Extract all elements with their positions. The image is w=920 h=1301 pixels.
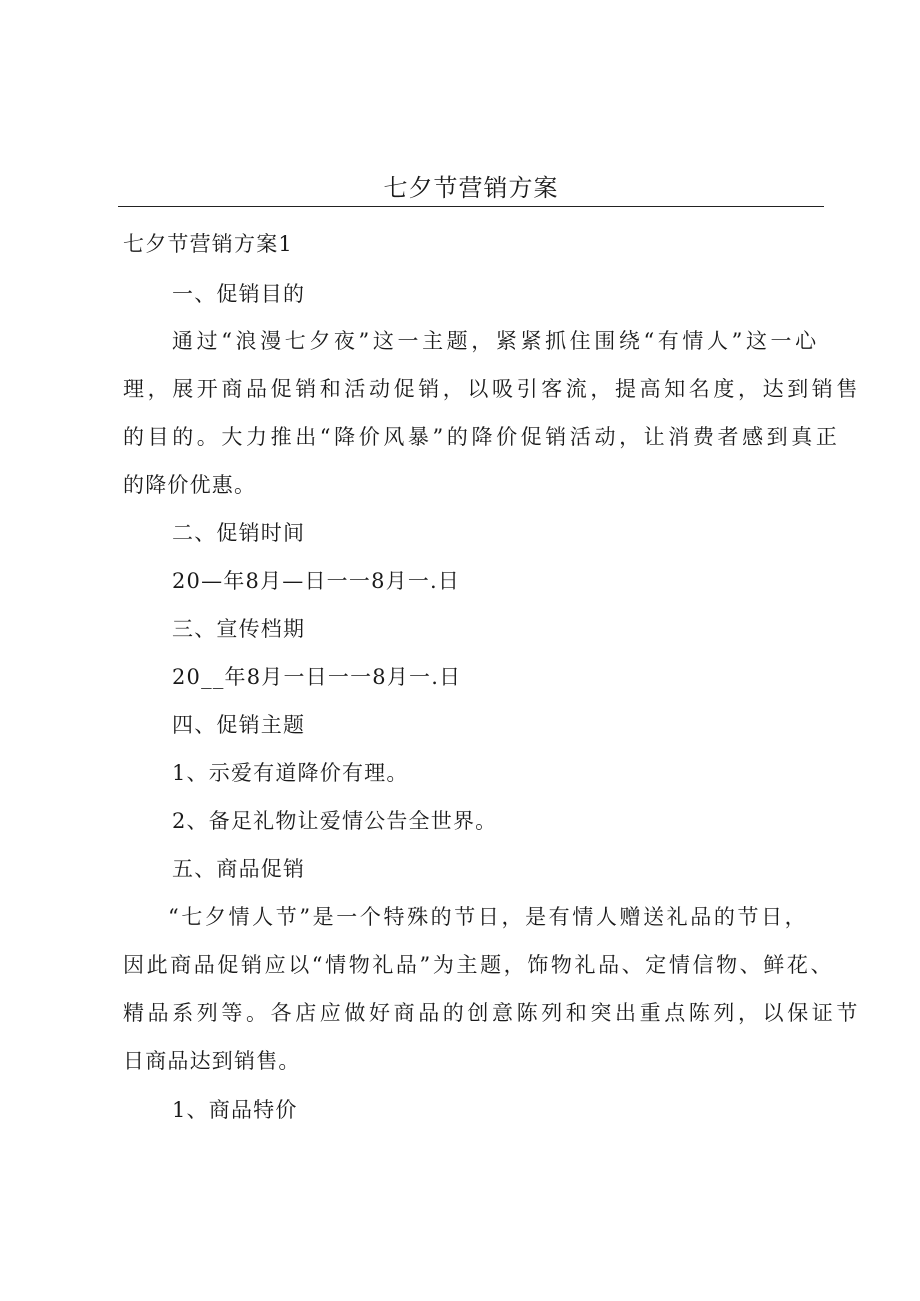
subheading-time: 二、促销时间 [172,521,306,545]
paragraph-line: 因此商品促销应以“情物礼品”为主题，饰物礼品、定情信物、鲜花、 [123,953,835,977]
paragraph-line: 精品系列等。各店应做好商品的创意陈列和突出重点陈列，以保证节 [123,1001,861,1025]
ad-date-range: 20__年8月一日一一8月一.日 [172,665,462,689]
section-heading: 七夕节营销方案1 [123,232,293,256]
promo-date-range: 20—年8月—日一一8月一.日 [172,569,461,593]
subheading-product-promo: 五、商品促销 [172,857,306,881]
paragraph-line: 理，展开商品促销和活动促销，以吸引客流，提高知名度，达到销售 [123,377,861,401]
title-divider [118,206,824,207]
subheading-special-price: 1、商品特价 [172,1098,298,1122]
theme-item-1: 1、示爱有道降价有理。 [172,761,409,785]
paragraph-line: “七夕情人节”是一个特殊的节日，是有情人赠送礼品的节日， [168,905,809,929]
paragraph-line: 通过“浪漫七夕夜”这一主题，紧紧抓住围绕“有情人”这一心 [172,329,820,353]
paragraph-line: 的目的。大力推出“降价风暴”的降价促销活动，让消费者感到真正 [123,425,841,449]
paragraph-line: 日商品达到销售。 [123,1049,301,1073]
theme-item-2: 2、备足礼物让爱情公告全世界。 [172,809,498,833]
subheading-purpose: 一、促销目的 [172,282,306,306]
subheading-theme: 四、促销主题 [172,713,306,737]
subheading-ad-schedule: 三、宣传档期 [172,617,306,641]
paragraph-line: 的降价优惠。 [123,473,257,497]
document-title: 七夕节营销方案 [383,174,559,202]
